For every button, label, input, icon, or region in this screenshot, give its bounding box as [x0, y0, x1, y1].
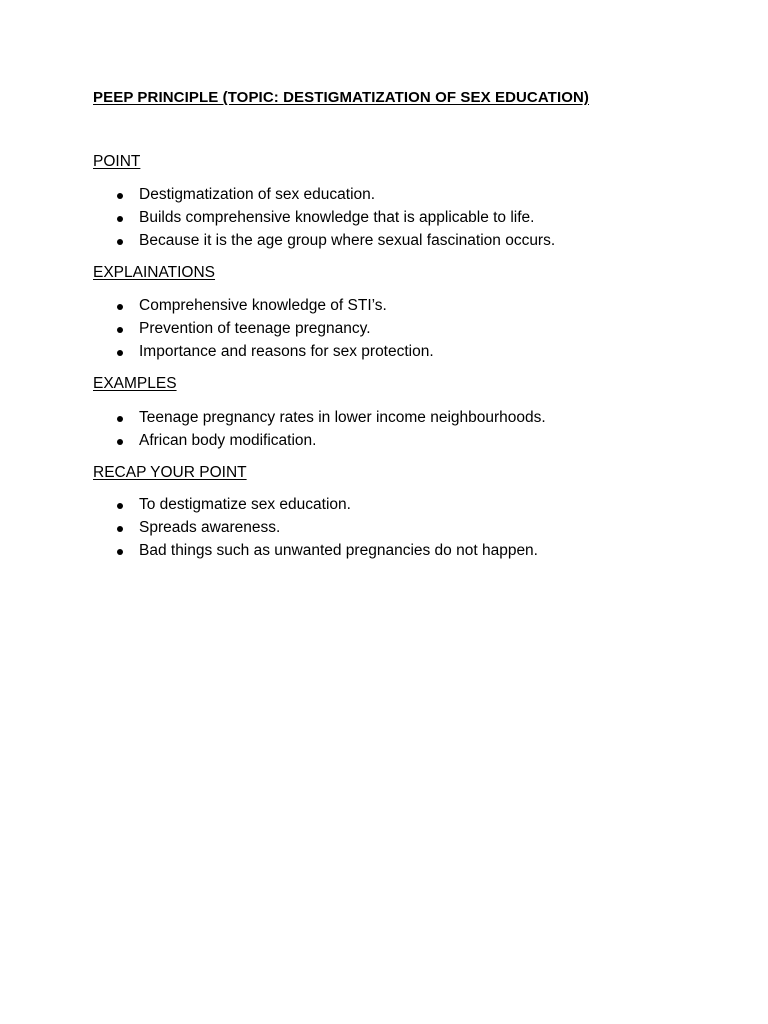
list-item-text: Teenage pregnancy rates in lower income neighbourhoods. — [139, 409, 546, 426]
bullet-icon — [117, 503, 123, 509]
list-item-text: Builds comprehensive knowledge that is applicable to life. — [139, 209, 535, 226]
document-title: PEEP PRINCIPLE (TOPIC: DESTIGMATIZATION OF SEX EDUCATION) — [93, 89, 590, 106]
section-heading-point: POINT — [93, 153, 141, 170]
list-item-text: Comprehensive knowledge of STI’s. — [139, 297, 387, 314]
list-item-text: Destigmatization of sex education. — [139, 186, 376, 203]
bullet-icon — [117, 304, 123, 310]
bullet-icon — [117, 239, 123, 245]
bullet-icon — [117, 526, 123, 532]
bullet-icon — [117, 439, 123, 445]
list-item-text: Prevention of teenage pregnancy. — [139, 320, 371, 337]
list-item-text: Spreads awareness. — [139, 519, 281, 536]
section-heading-recap: RECAP YOUR POINT — [93, 464, 247, 481]
list-item-text: Importance and reasons for sex protection. — [139, 343, 434, 360]
bullet-icon — [117, 216, 123, 222]
bullet-icon — [117, 193, 123, 199]
bullet-icon — [117, 327, 123, 333]
list-item-text: Because it is the age group where sexual fascination occurs. — [139, 232, 556, 249]
list-item-text: African body modification. — [139, 432, 317, 449]
bullet-icon — [117, 350, 123, 356]
section-heading-explanations: EXPLAINATIONS — [93, 264, 216, 281]
list-item-text: Bad things such as unwanted pregnancies do not happen. — [139, 542, 538, 559]
bullet-icon — [117, 416, 123, 422]
list-item-text: To destigmatize sex education. — [139, 496, 351, 513]
bullet-icon — [117, 549, 123, 555]
section-heading-examples: EXAMPLES — [93, 375, 177, 392]
